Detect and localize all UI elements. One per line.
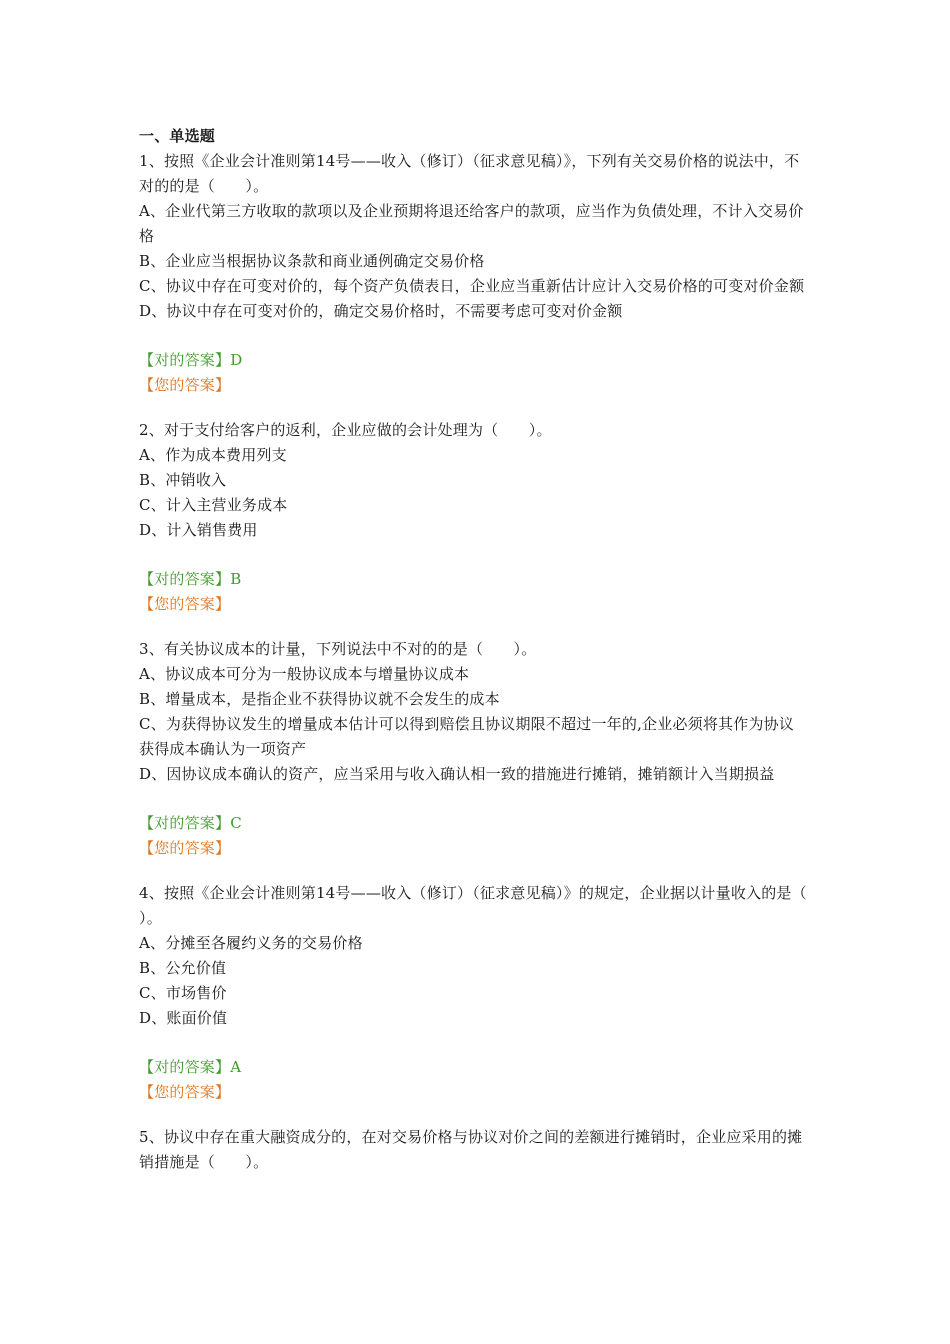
- option-b: B、增量成本，是指企业不获得协议就不会发生的成本: [139, 690, 500, 708]
- option-a: A、协议成本可分为一般协议成本与增量协议成本: [139, 665, 470, 683]
- answer-block: [139, 1055, 807, 1105]
- correct-answer: 【对的答案】D: [139, 351, 243, 369]
- option-d: D、因协议成本确认的资产，应当采用与收入确认相一致的措施进行摊销，摊销额计入当期损益: [139, 765, 775, 783]
- question-text: 5、协议中存在重大融资成分的，在对交易价格与协议对价之间的差额进行摊销时，企业应采用的摊销措施是（ ）。: [139, 1128, 803, 1171]
- option-d: D、计入销售费用: [139, 521, 258, 539]
- option-b: B、公允价值: [139, 959, 227, 977]
- option-a: A、作为成本费用列支: [139, 446, 287, 464]
- question-1: [139, 149, 807, 398]
- question-text: 4、按照《企业会计准则第14号——收入（修订）（征求意见稿）》的规定，企业据以计量收入的是（ ）。: [139, 884, 838, 927]
- option-d: D、账面价值: [139, 1009, 228, 1027]
- option-c: C、市场售价: [139, 984, 227, 1002]
- your-answer: 【您的答案】: [139, 839, 231, 857]
- answer-block: [139, 811, 807, 861]
- question-5: [139, 1125, 807, 1175]
- correct-answer: 【对的答案】C: [139, 814, 242, 832]
- option-b: B、企业应当根据协议条款和商业通例确定交易价格: [139, 252, 485, 270]
- option-d: D、协议中存在可变对价的，确定交易价格时，不需要考虑可变对价金额: [139, 302, 623, 320]
- answer-block: [139, 567, 807, 617]
- document-page: [139, 124, 838, 1175]
- your-answer: 【您的答案】: [139, 595, 231, 613]
- question-2: [139, 418, 807, 617]
- correct-answer: 【对的答案】B: [139, 570, 242, 588]
- question-text: 3、有关协议成本的计量，下列说法中不对的的是（ ）。: [139, 640, 537, 658]
- option-b: B、冲销收入: [139, 471, 227, 489]
- your-answer: 【您的答案】: [139, 376, 231, 394]
- option-a: A、企业代第三方收取的款项以及企业预期将退还给客户的款项，应当作为负债处理，不计入交易价格: [139, 202, 804, 245]
- question-3: [139, 637, 807, 861]
- your-answer: 【您的答案】: [139, 1083, 231, 1101]
- option-c: C、为获得协议发生的增量成本估计可以得到赔偿且协议期限不超过一年的,企业必须将其作为协议获得成本确认为一项资产: [139, 715, 795, 758]
- section-title: 一、单选题: [139, 127, 216, 145]
- question-text: 1、按照《企业会计准则第14号——收入（修订）（征求意见稿）》，下列有关交易价格的说法中，不对的的是（ ）。: [139, 152, 800, 195]
- question-text: 2、对于支付给客户的返利，企业应做的会计处理为（ ）。: [139, 421, 552, 439]
- question-4: [139, 881, 838, 1105]
- option-c: C、协议中存在可变对价的，每个资产负债表日，企业应当重新估计应计入交易价格的可变对价金额: [139, 277, 805, 295]
- option-c: C、计入主营业务成本: [139, 496, 288, 514]
- correct-answer: 【对的答案】A: [139, 1058, 242, 1076]
- answer-block: [139, 348, 807, 398]
- option-a: A、分摊至各履约义务的交易价格: [139, 934, 363, 952]
